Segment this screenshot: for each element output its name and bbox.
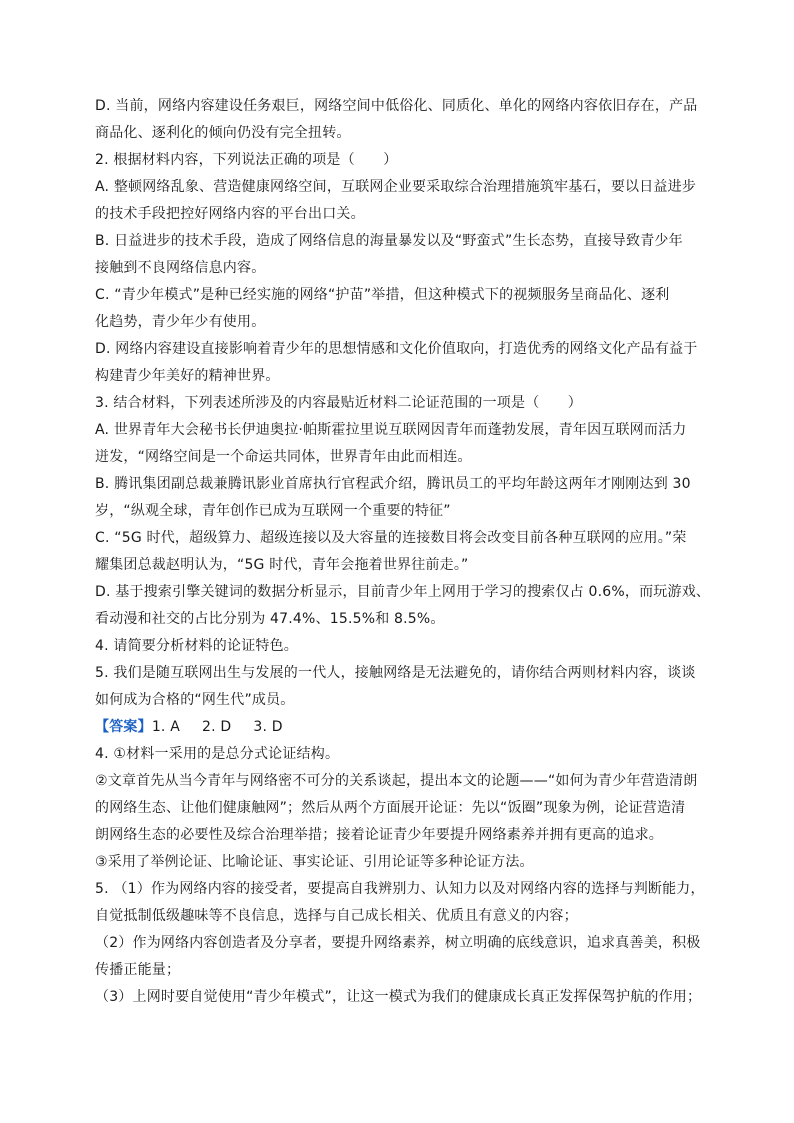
- option-d-line: 看动漫和社交的占比分别为 47.4%、15.5%和 8.5%。: [95, 611, 445, 627]
- question-stem: 如何成为合格的“网生代”成员。: [95, 692, 295, 708]
- answer-row: [95, 714, 710, 741]
- answer-line: 的网络生态、让他们健康触网”；然后从两个方面展开论证：先以“饭圈”现象为例，论证营造清: [95, 800, 686, 816]
- question-2: [95, 147, 710, 390]
- option-a-line: A. 整顿网络乱象、营造健康网络空间，互联网企业要采取综合治理措施筑牢基石，要以日益进步: [95, 179, 697, 195]
- option-d-line: 构建青少年美好的精神世界。: [95, 368, 280, 384]
- option-b-line: 接触到不良网络信息内容。: [95, 260, 266, 276]
- option-c-line: C. “青少年模式”是种已经实施的网络“护苗”举措，但这种模式下的视频服务呈商品化、逐利: [95, 287, 670, 303]
- answer-line: 自觉抵制低级趣味等不良信息，选择与自己成长相关、优质且有意义的内容；: [95, 908, 578, 924]
- document-page: [95, 93, 710, 1011]
- text-line: D. 当前，网络内容建设任务艰巨，网络空间中低俗化、同质化、单化的网络内容依旧存在，产品: [95, 98, 698, 114]
- question-stem: 3. 结合材料，下列表述所涉及的内容最贴近材料二论证范围的一项是（ ）: [95, 395, 583, 411]
- answer-line: 传播正能量；: [95, 962, 181, 978]
- answer-line: 5. （1）作为网络内容的接受者，要提高自我辨别力、认知力以及对网络内容的选择与判断能力，: [95, 881, 705, 897]
- option-c-line: 化趋势，青少年少有使用。: [95, 314, 266, 330]
- answer-line: 4. ①材料一采用的是总分式论证结构。: [95, 746, 340, 762]
- q1-option-d: [95, 93, 710, 147]
- question-3: [95, 390, 710, 633]
- answer-5: [95, 876, 710, 1011]
- question-4-stem: 4. 请简要分析材料的论证特色。: [95, 638, 299, 654]
- answer-line: （2）作为网络内容创造者及分享者，要提升网络素养，树立明确的底线意识，追求真善美，积极: [95, 935, 701, 951]
- option-a-line: A. 世界青年大会秘书长伊迪奥拉·帕斯霍拉里说互联网因青年而蓬勃发展，青年因互联网而活力: [95, 422, 687, 438]
- option-b-line: 岁，“纵观全球，青年创作已成为互联网一个重要的特征”: [95, 503, 451, 519]
- answer-line: （3）上网时要自觉使用“青少年模式”，让这一模式为我们的健康成长真正发挥保驾护航的作用；: [95, 989, 702, 1005]
- question-5: [95, 660, 710, 714]
- option-c-line: 耀集团总裁赵明认为，“5G 时代，青年会拖着世界往前走。”: [95, 557, 469, 573]
- answer-4: [95, 741, 710, 876]
- answer-line: ②文章首先从当今青年与网络密不可分的关系谈起，提出本文的论题——“如何为青少年营造清朗: [95, 773, 698, 789]
- option-d-line: D. 基于搜索引擎关键词的数据分析显示，目前青少年上网用于学习的搜索仅占 0.6%，而玩游戏、: [95, 584, 711, 600]
- option-c-line: C. “5G 时代，超级算力、超级连接以及大容量的连接数目将会改变目前各种互联网的应用。”荣: [95, 530, 687, 546]
- option-d-line: D. 网络内容建设直接影响着青少年的思想情感和文化价值取向，打造优秀的网络文化产品有益于: [95, 341, 698, 357]
- answer-item: 3. D: [253, 719, 283, 735]
- question-stem: 5. 我们是随互联网出生与发展的一代人，接触网络是无法避免的，请你结合两则材料内容，谈谈: [95, 665, 696, 681]
- answer-line: ③采用了举例论证、比喻论证、事实论证、引用论证等多种论证方法。: [95, 854, 534, 870]
- question-stem: 2. 根据材料内容，下列说法正确的项是（ ）: [95, 152, 398, 168]
- answer-item: 1. A: [151, 719, 180, 735]
- option-b-line: B. 日益进步的技术手段，造成了网络信息的海量暴发以及“野蛮式”生长态势，直接导致青少年: [95, 233, 683, 249]
- answer-line: 朗网络生态的必要性及综合治理举措；接着论证青少年要提升网络素养并拥有更高的追求。: [95, 827, 663, 843]
- answer-item: 2. D: [202, 719, 232, 735]
- text-line: 商品化、逐利化的倾向仍没有完全扭转。: [95, 125, 351, 141]
- option-b-line: B. 腾讯集团副总裁兼腾讯影业首席执行官程武介绍，腾讯员工的平均年龄这两年才刚刚达到 30: [95, 476, 691, 492]
- option-a-line: 的技术手段把控好网络内容的平台出口关。: [95, 206, 365, 222]
- option-a-line: 迸发，“网络空间是一个命运共同体，世界青年由此而相连。: [95, 449, 472, 465]
- answer-tag: 【答案】: [95, 719, 152, 735]
